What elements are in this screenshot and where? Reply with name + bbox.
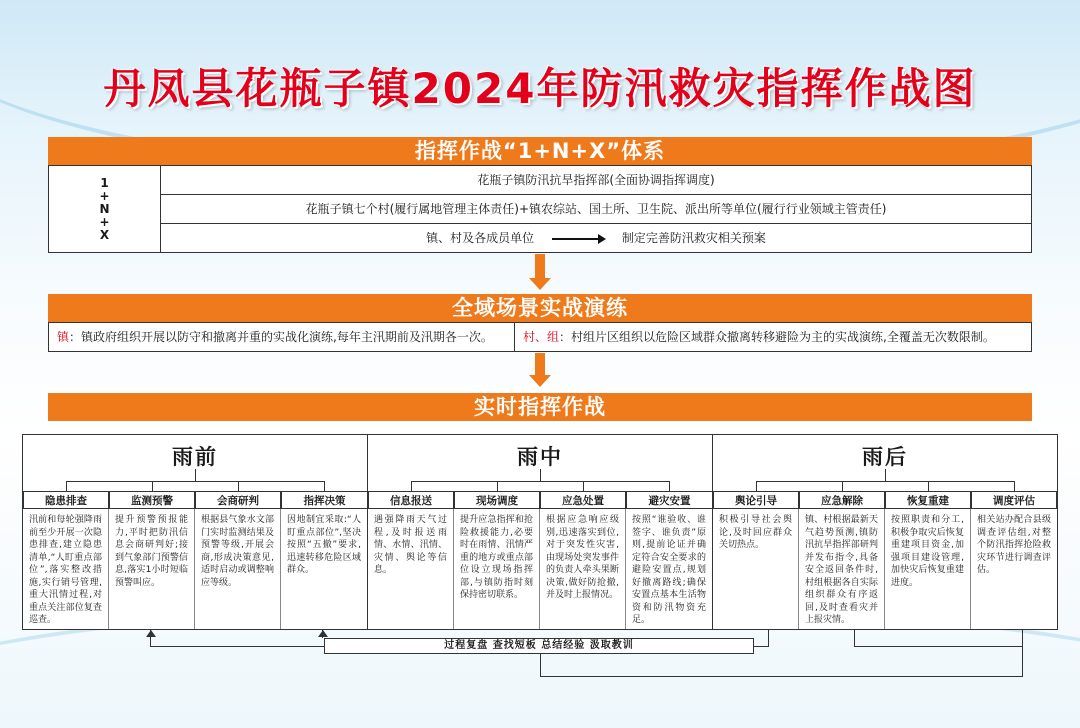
item-body: 相关站办配合县级调查评估组,对整个防汛指挥抢险救灾环节进行调查评估。	[977, 515, 1051, 575]
item-body: 提升预警预报能力,平时把防汛信息会商研判好;接到气象部门预警信息,落实1小时短临预警叫应。	[109, 509, 195, 629]
loop-connector	[854, 646, 1022, 647]
system-row-n: 花瓶子镇七个村(履行属地管理主体责任)+镇农综站、国土所、卫生院、派出所等单位(履行行业领域主管责任)	[161, 195, 1031, 224]
system-row-1: 花瓶子镇防汛抗旱指挥部(全面协调指挥调度)	[161, 166, 1031, 195]
phase-before-rain	[23, 435, 368, 629]
loop-connector	[150, 646, 324, 647]
loop-connector	[1022, 630, 1023, 677]
item-head: 指挥决策	[281, 491, 368, 509]
formula-char: +	[99, 188, 110, 203]
town-drill-cell	[49, 323, 515, 351]
formula-char: N	[99, 201, 110, 216]
item-head: 现场调度	[454, 491, 540, 509]
loop-connector	[754, 646, 768, 647]
item-body: 镇、村根据最新天气趋势预测,镇防汛抗旱指挥部研判并发布指令,具备安全返回条件时,村组根据各自实际组织群众有序返回,及时查看灾并上报灾情。	[799, 509, 885, 629]
phase-after-rain	[713, 435, 1057, 629]
item-body: 积极引导社会舆论,及时回应群众关切热点。	[713, 509, 799, 629]
formula-char: 1	[100, 175, 109, 190]
item-body: 根据应急响应级别,迅速落实到位,对于突发性灾害,由现场处突发事件的负责人牵头果断决策,做好防抢撤,并及时上报情况。	[540, 509, 626, 629]
command-system-table	[48, 165, 1032, 253]
town-drill-text: ：镇政府组织开展以防守和撤离并重的实战化演练,每年主汛期前及汛期各一次。	[69, 330, 493, 344]
review-summary-box: 过程复盘 查找短板 总结经验 汲取教训	[324, 638, 754, 654]
row-x-left: 镇、村及各成员单位	[426, 231, 535, 245]
item-head: 应急处置	[540, 491, 626, 509]
item-head: 舆论引导	[713, 491, 799, 509]
down-arrow-icon	[529, 254, 551, 290]
loop-connector	[854, 630, 855, 646]
section-header-realtime: 实时指挥作战	[48, 393, 1032, 421]
row-x-right: 制定完善防汛救灾相关预案	[621, 231, 766, 245]
item-body: 汛前和每轮强降雨前至少开展一次隐患排查,建立隐患清单,“人盯重点部位”,落实整改措施,实行销号管理,重大汛情过程,对重点关注部位复查巡查。	[23, 509, 109, 629]
page-title: 丹凤县花瓶子镇2024年防汛救灾指挥作战图	[103, 64, 977, 113]
loop-connector	[540, 676, 1022, 677]
item-body: 按照职责和分工,积极争取灾后恢复重建项目资金,加强项目建设管理,加快灾后恢复重建进度。	[885, 509, 971, 629]
village-label: 村、组	[523, 330, 560, 344]
section-header-drill: 全域场景实战演练	[48, 294, 1032, 322]
phase-title: 雨中	[517, 445, 563, 469]
item-head: 信息报送	[368, 491, 454, 509]
item-body: 根据县气象水文部门实时监测结果及预警等级,开展会商,形成决策意见,适时启动或调整响应等级。	[195, 509, 281, 629]
item-body: 遇强降雨天气过程,及时报送雨情、水情、汛情、灾情、舆论等信息。	[368, 509, 454, 629]
system-row-x	[161, 224, 1031, 252]
loop-connector	[540, 654, 541, 676]
up-arrow-icon	[318, 630, 328, 637]
item-body: 按照“谁验收、谁签字、谁负责”原则,提前论证并确定符合安全要求的避险安置点,规划好撤离路线;确保安置点基本生活物资和防汛物资充足。	[632, 515, 706, 625]
item-head: 会商研判	[195, 491, 281, 509]
down-arrow-icon	[529, 353, 551, 387]
item-head: 应急解除	[799, 491, 885, 509]
phase-during-rain	[368, 435, 713, 629]
loop-connector	[768, 630, 769, 647]
item-head: 监测预警	[109, 491, 195, 509]
drill-row	[48, 322, 1032, 352]
village-drill-text: ：村组片区组织以危险区域群众撤离转移避险为主的实战演练,全覆盖无次数限制。	[559, 330, 995, 344]
formula-char: +	[99, 214, 110, 229]
formula-char: X	[99, 227, 110, 242]
section-header-command-system: 指挥作战“1+N+X”体系	[48, 137, 1032, 165]
right-arrow-icon	[552, 238, 604, 240]
item-head: 避灾安置	[626, 491, 713, 509]
phase-title: 雨前	[172, 445, 218, 469]
phase-area	[22, 434, 1058, 630]
item-body: 因地制宜采取:“人盯重点部位”,坚决按照“五撤”要求,迅速转移危险区域群众。	[287, 515, 361, 575]
item-head: 恢复重建	[885, 491, 971, 509]
item-head: 隐患排查	[23, 491, 109, 509]
village-drill-cell	[515, 323, 1031, 351]
town-label: 镇	[57, 330, 70, 344]
item-body: 提升应急指挥和抢险救援能力,必要时在雨情、汛情严重的地方或重点部位设立现场指挥部,与镇防指时刻保持密切联系。	[454, 509, 540, 629]
phase-title: 雨后	[862, 445, 908, 469]
system-formula	[49, 166, 161, 252]
item-head: 调度评估	[971, 491, 1057, 509]
up-arrow-icon	[146, 630, 156, 637]
